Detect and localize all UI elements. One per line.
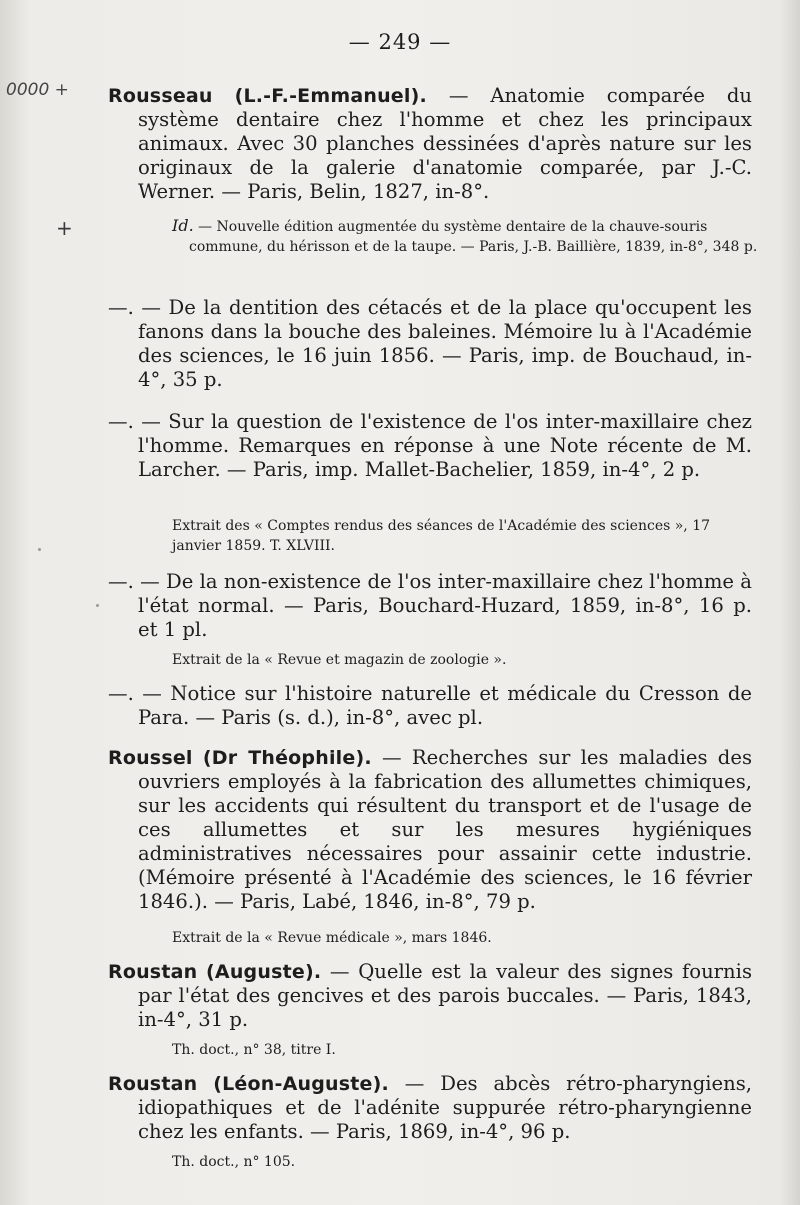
- bibliography-entry: [108, 960, 752, 1032]
- entry-text: — Des abcès rétro-pharyngiens, idiopathiques et de l'adénite suppurée rétro-pharyngienne chez les enfants. — Paris, 1869, in-4°, 96 p.: [138, 1072, 752, 1143]
- entry-author-given: (Dr Théophile).: [202, 747, 372, 769]
- entry-author: Roustan: [108, 961, 198, 983]
- entry-note: [172, 216, 769, 257]
- bibliography-entry: [108, 410, 752, 482]
- entry-note: Extrait des « Comptes rendus des séances de l'Académie des sciences », 17 janvier 1859. T. XLVIII.: [172, 518, 711, 554]
- entry-note: Extrait de la « Revue et magazin de zoologie ».: [172, 652, 507, 668]
- entry-author-given: (Léon-Auguste).: [213, 1073, 389, 1095]
- bibliography-entry: [108, 296, 752, 392]
- entry-text: — Recherches sur les maladies des ouvriers employés à la fabrication des allumettes chimiques, sur les accidents qui résultent du transport et de l'usage de ces allumettes et sur les mesures hygiéniques administratives nécessaires pour assainir cette industrie. (Mémoire présenté à l'Académie des sciences, le 16 février 1846.). — Paris, Labé, 1846, in-8°, 79 p.: [138, 746, 752, 913]
- entry-note: Th. doct., n° 38, titre I.: [172, 1042, 336, 1058]
- note-text: — Nouvelle édition augmentée du système dentaire de la chauve-souris commune, du hérisson et de la taupe. — Paris, J.-B. Baillière, 1839, in-8°, 348 p.: [189, 219, 758, 255]
- entry-author: Rousseau: [108, 85, 213, 107]
- entry-author-given: (Auguste).: [206, 961, 322, 983]
- entry-author-given: (L.-F.-Emmanuel).: [234, 85, 427, 107]
- entry-note: Extrait de la « Revue médicale », mars 1846.: [172, 930, 492, 946]
- entry-note: Th. doct., n° 105.: [172, 1154, 296, 1170]
- entry-text: —. — De la non-existence de l'os inter-maxillaire chez l'homme à l'état normal. — Paris, Bouchard-Huzard, 1859, in-8°, 16 p. et 1 pl.: [108, 570, 752, 641]
- entry-text: — Anatomie comparée du système dentaire chez l'homme et chez les principaux animaux. Avec 30 planches dessinées d'après nature sur les originaux de la galerie d'anatomie comparée, par J.-C. Werner. — Paris, Belin, 1827, in-8°.: [138, 84, 752, 203]
- entry-text: —. — De la dentition des cétacés et de la place qu'occupent les fanons dans la bouche des baleines. Mémoire lu à l'Académie des sciences, le 16 juin 1856. — Paris, imp. de Bouchaud, in-4°, 35 p.: [108, 296, 752, 391]
- entry-text: — Quelle est la valeur des signes fournis par l'état des gencives et des parois buccales. — Paris, 1843, in-4°, 31 p.: [138, 960, 752, 1031]
- speck: [38, 548, 41, 551]
- entry-text: —. — Notice sur l'histoire naturelle et médicale du Cresson de Para. — Paris (s. d.), in-8°, avec pl.: [108, 682, 752, 729]
- handwritten-margin-mark: 0000 +: [6, 80, 69, 100]
- bibliography-entry: [108, 746, 752, 914]
- speck: [96, 604, 99, 607]
- entry-author: Roustan: [108, 1073, 198, 1095]
- entry-text: —. — Sur la question de l'existence de l'os inter-maxillaire chez l'homme. Remarques en réponse à une Note récente de M. Larcher. — Paris, imp. Mallet-Bachelier, 1859, in-4°, 2 p.: [108, 410, 752, 481]
- bibliography-entry: [108, 84, 752, 204]
- bibliography-entry: [108, 682, 752, 730]
- bibliography-entry: [108, 1072, 752, 1144]
- margin-plus-mark: +: [56, 216, 73, 240]
- note-id: Id.: [172, 216, 194, 235]
- bibliography-entry: [108, 570, 752, 642]
- page-number: — 249 —: [348, 30, 452, 54]
- entry-author: Roussel: [108, 747, 193, 769]
